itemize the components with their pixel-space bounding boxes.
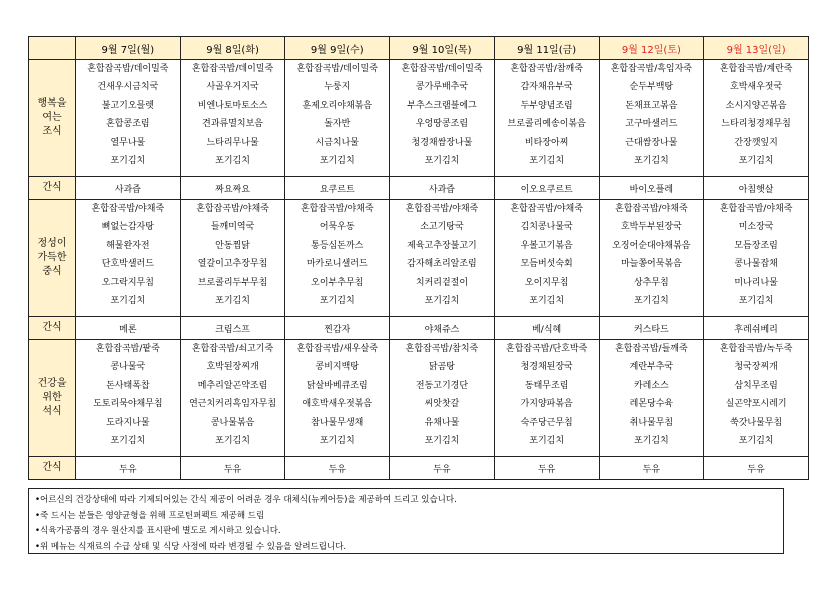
menu-item: 도라지나물 xyxy=(106,417,150,428)
snack-cell: 두유 xyxy=(285,457,390,480)
menu-item: 두부양념조림 xyxy=(520,100,573,111)
menu-item: 미소장국 xyxy=(738,222,774,233)
menu-item: 안동찜닭 xyxy=(215,240,250,251)
menu-item: 레몬당수육 xyxy=(629,399,674,410)
menu-item: 우볼고기볶음 xyxy=(520,240,573,251)
menu-item: 느타리청경채무침 xyxy=(721,119,791,130)
menu-item: 가지양파볶음 xyxy=(520,399,573,410)
menu-item: 혼합잡곡밥/데이밀죽 xyxy=(401,64,483,74)
menu-item: 혼합잡곡밥/참깨죽 xyxy=(510,64,583,74)
menu-item: 견과류멸치보음 xyxy=(202,119,263,130)
meal-cell xyxy=(76,340,181,457)
snack-cell: 바이오플레 xyxy=(599,177,704,200)
note-line: •위 메뉴는 식재료의 수급 상태 및 식당 사정에 따라 변경될 수 있음을 알려드립니다. xyxy=(35,541,347,552)
meal-cell xyxy=(390,200,495,317)
day-header: 9월 10일(목) xyxy=(390,37,495,60)
snack-cell: 요쿠르트 xyxy=(285,177,390,200)
day-header: 9월 8일(화) xyxy=(180,37,285,60)
menu-item: 오이지무침 xyxy=(524,277,569,288)
menu-item: 포기김치 xyxy=(319,156,355,167)
menu-item: 통등심돈까스 xyxy=(311,240,364,251)
menu-item: 혼합잡곡밥/야채죽 xyxy=(300,204,374,214)
menu-item: 콩나물볶음 xyxy=(210,417,255,428)
menu-item: 소고기탕국 xyxy=(420,222,464,233)
menu-item: 혼합잡곡밥/단호박죽 xyxy=(506,344,588,354)
menu-item: 소시지양곤볶음 xyxy=(725,100,787,111)
menu-item: 브로콜리두부무침 xyxy=(197,277,268,288)
menu-item: 오이부추무침 xyxy=(311,277,364,288)
menu-item: 돈채표고볶음 xyxy=(625,100,678,111)
meal-cell xyxy=(180,200,285,317)
menu-item: 돌자반 xyxy=(324,119,351,130)
meal-cell xyxy=(390,60,495,177)
menu-item: 순두부백탕 xyxy=(629,82,674,93)
menu-item: 혼합잡곡밥/들깨죽 xyxy=(615,344,688,354)
menu-item: 훈제오리야채볶음 xyxy=(302,100,373,111)
day-header: 9월 11일(금) xyxy=(494,37,599,60)
menu-item: 모듬장조림 xyxy=(734,240,778,251)
menu-item: 청경채된장국 xyxy=(520,362,573,373)
menu-item: 메추리알곤약조림 xyxy=(197,380,268,391)
menu-item: 콩비지백탕 xyxy=(315,362,359,373)
menu-item: 혼합잡곡밥/계란죽 xyxy=(719,64,793,74)
menu-item: 혼합잡곡밥/야채죽 xyxy=(719,204,793,214)
snack-cell: 메론 xyxy=(76,317,181,340)
notes-box xyxy=(28,488,784,554)
menu-item: 고구마샐러드 xyxy=(625,119,678,130)
snack-cell: 커스타드 xyxy=(599,317,704,340)
dinner-row xyxy=(29,340,809,457)
menu-item: 카레소스 xyxy=(633,380,669,391)
menu-item: 닭살바베큐조림 xyxy=(306,380,368,391)
menu-item: 건새우시금치국 xyxy=(97,82,159,93)
menu-item: 동태무조림 xyxy=(524,380,569,391)
menu-item: 비엔나토마토소스 xyxy=(197,100,268,111)
meal-cell xyxy=(180,340,285,457)
menu-item: 포기김치 xyxy=(633,436,669,447)
menu-item: 포기김치 xyxy=(424,436,460,447)
menu-item: 포기김치 xyxy=(215,436,250,447)
snack-cell: 두유 xyxy=(390,457,495,480)
menu-item: 포기김치 xyxy=(738,436,774,447)
menu-item: 들깨미역국 xyxy=(210,222,255,233)
menu-item: 호박두부된장국 xyxy=(620,222,682,233)
note-line: •죽 드시는 분들은 영양균형을 위해 프로틴퍼펙트 제공해 드림 xyxy=(35,510,265,521)
snack-cell: 아침햇살 xyxy=(704,177,809,200)
menu-item: 혼합잡곡밥/야채죽 xyxy=(615,204,688,214)
menu-item: 포기김치 xyxy=(738,156,774,167)
menu-item: 애호박새우젓볶음 xyxy=(302,399,373,410)
menu-item: 치커리겉절이 xyxy=(415,277,469,288)
menu-item: 우엉땅콩조림 xyxy=(415,119,469,130)
meal-cell xyxy=(494,200,599,317)
snack-cell: 두유 xyxy=(704,457,809,480)
menu-item: 포기김치 xyxy=(110,436,146,447)
menu-item: 포기김치 xyxy=(424,296,460,307)
menu-item: 포기김치 xyxy=(424,156,460,167)
meal-cell xyxy=(494,60,599,177)
meal-cell xyxy=(494,340,599,457)
menu-item: 혼합잡곡밥/야채죽 xyxy=(510,204,583,214)
menu-item: 오징어순대야채볶음 xyxy=(612,240,691,251)
menu-item: 유채나물 xyxy=(424,417,460,428)
meal-label-text: 건강을 위한 석식 xyxy=(37,378,67,417)
menu-item: 호박된장찌개 xyxy=(206,362,259,373)
menu-item: 혼합잡곡밥/데이밀죽 xyxy=(87,64,169,74)
menu-item: 혼합잡곡밥/흑임자죽 xyxy=(610,64,692,74)
menu-item: 호박새우젓국 xyxy=(730,82,783,93)
snack-label: 간식 xyxy=(29,317,76,340)
menu-item: 혼합잡곡밥/야채죽 xyxy=(91,204,165,214)
menu-item: 삼치무조림 xyxy=(734,380,778,391)
menu-item: 전동고기경단 xyxy=(415,380,469,391)
menu-item: 청경채쌈장나물 xyxy=(411,137,473,148)
menu-item: 포기김치 xyxy=(110,156,146,167)
day-header-weekend: 9월 13일(일) xyxy=(704,37,809,60)
meal-cell xyxy=(285,60,390,177)
menu-item: 느타리무나물 xyxy=(206,137,259,148)
day-header-weekend: 9월 12일(토) xyxy=(599,37,704,60)
menu-item: 혼합잡곡밥/쇠고기죽 xyxy=(191,344,274,354)
meal-cell xyxy=(704,200,809,317)
menu-item: 제육고추장불고기 xyxy=(407,240,477,251)
meal-cell xyxy=(704,340,809,457)
snack-cell: 이오요쿠르트 xyxy=(494,177,599,200)
menu-item: 혼합잡곡밥/녹두죽 xyxy=(719,344,793,354)
menu-item: 상추무침 xyxy=(633,277,669,288)
breakfast-snack-row xyxy=(29,177,809,200)
menu-item: 닭곰탕 xyxy=(428,362,455,373)
snack-cell: 베/식혜 xyxy=(494,317,599,340)
menu-item: 연근치커리흑임자무침 xyxy=(189,399,277,410)
menu-item: 근대쌈장나물 xyxy=(625,137,678,148)
menu-item: 열갈이고추장무침 xyxy=(197,259,268,270)
menu-item: 미나리나물 xyxy=(734,277,778,288)
menu-item: 포기김치 xyxy=(633,296,669,307)
menu-item: 콩나물잡채 xyxy=(734,259,778,270)
menu-item: 누룽지 xyxy=(324,82,351,93)
breakfast-row xyxy=(29,60,809,177)
menu-item: 실곤약포시레기 xyxy=(725,399,787,410)
menu-item: 혼합잡곡밥/팥죽 xyxy=(95,344,160,354)
menu-item: 혼합잡곡밥/새우살죽 xyxy=(296,344,378,354)
snack-cell: 짜요짜요 xyxy=(180,177,285,200)
menu-item: 브로콜리예송이볶음 xyxy=(507,119,586,130)
menu-item: 포기김치 xyxy=(319,296,355,307)
menu-item: 포기김치 xyxy=(529,436,565,447)
menu-item: 부추스크램블에그 xyxy=(407,100,477,111)
snack-label: 간식 xyxy=(29,177,76,200)
menu-item: 오그락지무침 xyxy=(101,277,154,288)
menu-item: 불고기오믈렛 xyxy=(101,100,154,111)
lunch-label xyxy=(29,200,76,317)
menu-item: 마카로니샐러드 xyxy=(306,259,368,270)
menu-item: 뼈없는감자탕 xyxy=(101,222,154,233)
snack-cell: 사과즙 xyxy=(76,177,181,200)
menu-item: 혼합잡곡밥/데이밀죽 xyxy=(296,64,378,74)
menu-item: 비타장아찌 xyxy=(524,137,569,148)
meal-cell xyxy=(599,60,704,177)
snack-cell: 야채쥬스 xyxy=(390,317,495,340)
menu-item: 간장깻잎지 xyxy=(734,137,778,148)
dinner-snack-row xyxy=(29,457,809,480)
meal-label-text: 행복을 여는 조식 xyxy=(37,98,67,137)
meal-cell xyxy=(704,60,809,177)
lunch-snack-row xyxy=(29,317,809,340)
menu-item: 혼합콩조림 xyxy=(106,119,150,130)
snack-cell: 사과즙 xyxy=(390,177,495,200)
meal-cell xyxy=(285,340,390,457)
menu-item: 포기김치 xyxy=(215,296,250,307)
menu-item: 혼합잡곡밥/데이밀죽 xyxy=(191,64,274,74)
meal-cell xyxy=(599,340,704,457)
menu-item: 취나물무침 xyxy=(629,417,674,428)
menu-item: 시금치나물 xyxy=(315,137,359,148)
menu-item: 열무나물 xyxy=(110,137,146,148)
meal-cell xyxy=(180,60,285,177)
meal-label-text: 정성이 가득한 중식 xyxy=(37,238,67,277)
snack-cell: 두유 xyxy=(599,457,704,480)
header-corner xyxy=(29,37,76,60)
snack-cell: 크림스프 xyxy=(180,317,285,340)
menu-item: 어묵우동 xyxy=(319,222,355,233)
note-line: •식육가공품의 경우 원산지를 표시판에 별도로 게시하고 있습니다. xyxy=(35,526,281,536)
note-line: •어르신의 건강상태에 따라 기제되어있는 간식 제공이 어려운 경우 대체식(뉴케어등)을 제공하여 드리고 있습니다. xyxy=(35,495,457,505)
weekly-menu-table xyxy=(28,36,809,480)
menu-item: 사골우거지국 xyxy=(206,82,259,93)
menu-item: 참나물무생채 xyxy=(311,417,364,428)
menu-item: 포기김치 xyxy=(633,156,669,167)
meal-cell xyxy=(76,60,181,177)
menu-item: 쑥갓나물무침 xyxy=(730,417,783,428)
menu-item: 해물완자전 xyxy=(106,240,150,251)
breakfast-label xyxy=(29,60,76,177)
meal-cell xyxy=(390,340,495,457)
menu-item: 도토리묵야채무침 xyxy=(93,399,163,410)
day-header-row xyxy=(29,37,809,60)
snack-cell: 두유 xyxy=(494,457,599,480)
menu-item: 혼합잡곡밥/야채죽 xyxy=(405,204,479,214)
menu-item: 감자해초리알조림 xyxy=(407,259,477,270)
snack-cell: 찐감자 xyxy=(285,317,390,340)
menu-item: 숙주당근무침 xyxy=(520,417,573,428)
menu-item: 김치콩나물국 xyxy=(520,222,573,233)
menu-item: 계란부추국 xyxy=(629,362,674,373)
meal-cell xyxy=(599,200,704,317)
menu-item: 돈사태폭찹 xyxy=(106,380,150,391)
menu-item: 포기김치 xyxy=(110,296,146,307)
snack-cell: 두유 xyxy=(180,457,285,480)
menu-item: 포기김치 xyxy=(529,296,565,307)
menu-item: 감자채유부국 xyxy=(520,82,573,93)
menu-item: 콩가루배추국 xyxy=(415,82,469,93)
meal-cell xyxy=(285,200,390,317)
meal-cell xyxy=(76,200,181,317)
menu-item: 포기김치 xyxy=(738,296,774,307)
menu-item: 청국장찌개 xyxy=(734,362,778,373)
menu-item: 혼합잡곡밥/야채죽 xyxy=(196,204,269,214)
day-header: 9월 9일(수) xyxy=(285,37,390,60)
menu-item: 콩나물국 xyxy=(110,362,146,373)
menu-item: 씨앗찻갈 xyxy=(424,399,460,410)
snack-cell: 두유 xyxy=(76,457,181,480)
menu-item: 포기김치 xyxy=(319,436,355,447)
menu-item: 포기김치 xyxy=(529,156,565,167)
day-header: 9월 7일(월) xyxy=(76,37,181,60)
snack-cell: 후레쉬베리 xyxy=(704,317,809,340)
dinner-label xyxy=(29,340,76,457)
menu-item: 단호박샐러드 xyxy=(101,259,154,270)
menu-item: 포기김치 xyxy=(215,156,250,167)
snack-label: 간식 xyxy=(29,457,76,480)
menu-item: 마늘쫑어묵볶음 xyxy=(620,259,682,270)
lunch-row xyxy=(29,200,809,317)
menu-item: 혼합잡곡밥/참치죽 xyxy=(405,344,479,354)
menu-item: 모듬버섯숙회 xyxy=(520,259,573,270)
